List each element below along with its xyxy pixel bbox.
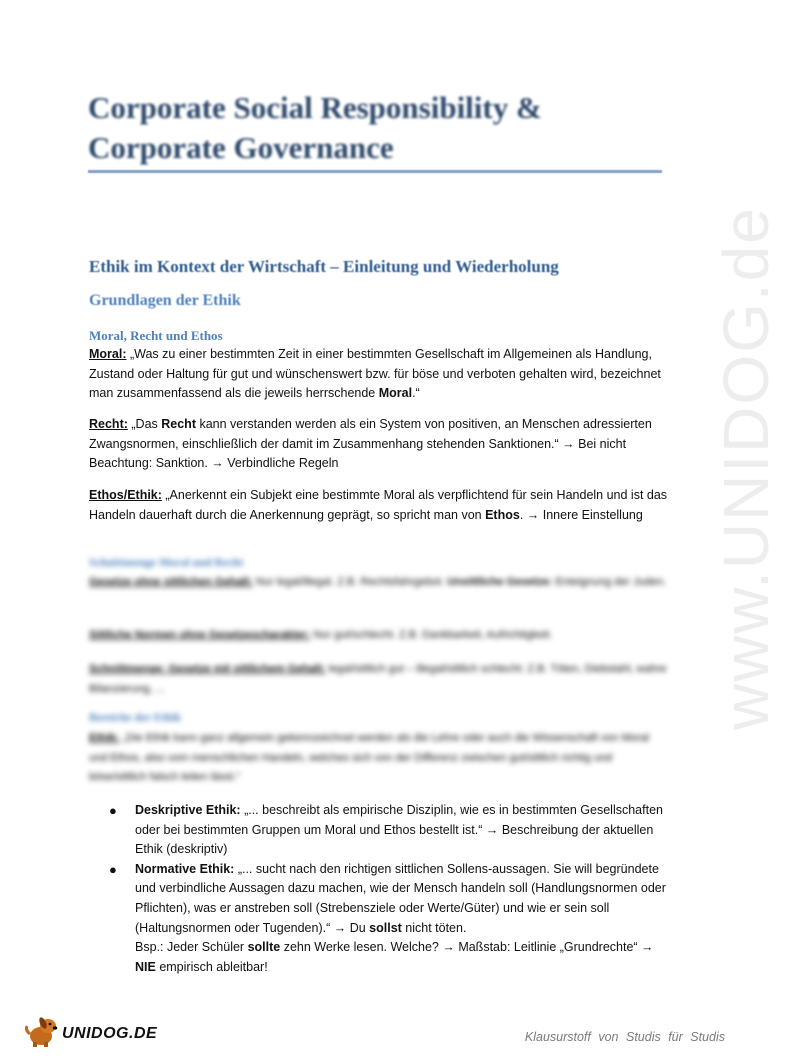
bullet-icon: ●: [109, 861, 117, 877]
term-sittliche-normen: Sittliche Normen ohne Gesetzescharakter:: [89, 629, 311, 641]
logo-text: UNIDOG.DE: [62, 1025, 158, 1042]
subsection-heading-bereiche: Bereiche der Ethik: [89, 712, 182, 724]
document-title: Corporate Social Responsibility & Corporate Governance: [88, 90, 542, 165]
footer-tagline: Klausurstoff von Studis für Studis: [524, 1030, 725, 1044]
term-ethos: Ethos/Ethik:: [89, 488, 162, 502]
sollst-bold: sollst: [369, 920, 402, 935]
ethos-text-end: . → Innere Einstellung: [519, 507, 643, 522]
term-ethik: Ethik:: [89, 732, 120, 744]
recht-text: „Das: [127, 417, 162, 431]
unidog-logo: [24, 1012, 184, 1052]
deskriptive-ethik-label: Deskriptive Ethik:: [135, 803, 241, 817]
gesetze-text: Nur legal/illegal. Z.B. Rechtsfahrgebot.: [252, 576, 448, 588]
chapter-heading: Ethik im Kontext der Wirtschaft – Einleitung und Wiederholung: [89, 257, 559, 276]
section-heading: Grundlagen der Ethik: [89, 292, 241, 309]
gesetze-text-end: Enteignung der Juden.: [552, 576, 667, 588]
recht-text-end: kann verstanden werden als ein System von positiven, an Menschen adressierten Zwangsnormen, einschließlich der damit im Zusammenhang stehenden Sanktionen.“ → Bei nicht Beachtung: Sanktion. → Verbindliche Regeln: [89, 417, 652, 471]
term-gesetze-ohne-gehalt: Gesetze ohne sittlichen Gehalt:: [89, 576, 253, 588]
unsittliche-gesetze-bold: Unsittliche Gesetze:: [447, 576, 553, 588]
watermark-text: www.UNIDOG.de: [710, 206, 782, 730]
list-item-normative-ethik: [106, 860, 666, 978]
example-text-middle: zehn Werke lesen. Welche? → Maßstab: Leitlinie „Grundrechte“ →: [280, 940, 654, 955]
subsection-heading-moral-recht-ethos: Moral, Recht und Ethos: [89, 328, 223, 343]
paragraph-moral: [89, 345, 669, 404]
dog-mascot-icon: [24, 1014, 60, 1048]
moral-text: „Was zu einer bestimmten Zeit in einer bestimmten Gesellschaft im Allgemeinen als Handlung, Zustand oder Haltung für gut und wünschenswert bzw. für böse und verboten gehalten wird, bezeichnet man zusammenfassend als die jeweils herrschende: [89, 347, 661, 401]
normative-ethik-text-end: nicht töten.: [401, 920, 467, 935]
title-underline: [88, 170, 662, 173]
paragraph-ethik-definition: [89, 729, 669, 788]
example-text-end: empirisch ableitbar!: [155, 959, 268, 974]
nie-bold: NIE: [135, 959, 156, 974]
paragraph-schnittmenge-gesetze: [89, 660, 669, 699]
moral-text-end: .“: [412, 386, 420, 401]
ethos-text: „Anerkennt ein Subjekt eine bestimmte Moral als verpflichtend für sein Handeln und ist das Handeln dauerhaft durch die Anerkennung geprägt, so spricht man von: [89, 488, 668, 522]
sollte-bold: sollte: [247, 940, 281, 955]
ethik-text: „Die Ethik kann ganz allgemein gekennzeichnet werden als die Lehre oder auch die Wissenschaft von Moral und Ethos, also vom menschlichen Handeln, welches sich von der Differenz zwischen gut/sittlich richtig und böse/sittlich falsch leiten lässt.“: [89, 732, 650, 784]
ethik-bullet-list: [106, 801, 666, 977]
paragraph-gesetze-ohne-gehalt: [89, 573, 669, 593]
moral-bold: Moral: [378, 386, 413, 401]
list-item-deskriptive-ethik: [106, 801, 666, 860]
ethos-bold: Ethos: [485, 507, 520, 522]
normative-ethik-label: Normative Ethik:: [135, 861, 235, 876]
schnittmenge-text: legal/sittlich gut – illegal/sittlich schlecht: Z.B. Töten, Diebstahl, wahre Bilanzierung, ...: [89, 663, 667, 695]
paragraph-sittliche-normen: [89, 626, 669, 646]
term-moral: Moral:: [89, 347, 127, 361]
paragraph-recht: [89, 415, 669, 474]
subsection-heading-schnittmenge: Schnittmenge Moral und Recht: [89, 557, 244, 569]
term-recht: Recht:: [89, 417, 128, 431]
paragraph-ethos: [89, 486, 669, 525]
term-schnittmenge: Schnittmenge: Gesetze mit sittlichem Gehalt:: [89, 663, 326, 675]
bullet-icon: ●: [109, 803, 117, 818]
normative-ethik-text: „... sucht nach den richtigen sittlichen Sollens-aussagen. Sie will begründete und verbindliche Aussagen dazu machen, wie der Mensch handeln soll (Handlungsnormen oder Pflichten), was er anstreben soll (Strebensziele oder Werte/Güter) und wie er sein soll (Haltungsnormen oder Tugenden).“ → Du: [135, 861, 666, 935]
deskriptive-ethik-text: „... beschreibt als empirische Disziplin, wie es in bestimmten Gesellschaften oder bei bestimmten Gruppen um Moral und Ethos bestellt ist.“ → Beschreibung der aktuellen Ethik (deskriptiv): [135, 803, 663, 857]
sittliche-normen-text: Nur gut/schlecht. Z.B. Dankbarkeit, Aufrichtigkeit.: [310, 629, 553, 641]
recht-bold: Recht: [161, 417, 196, 431]
example-text: Bsp.: Jeder Schüler: [135, 940, 248, 955]
